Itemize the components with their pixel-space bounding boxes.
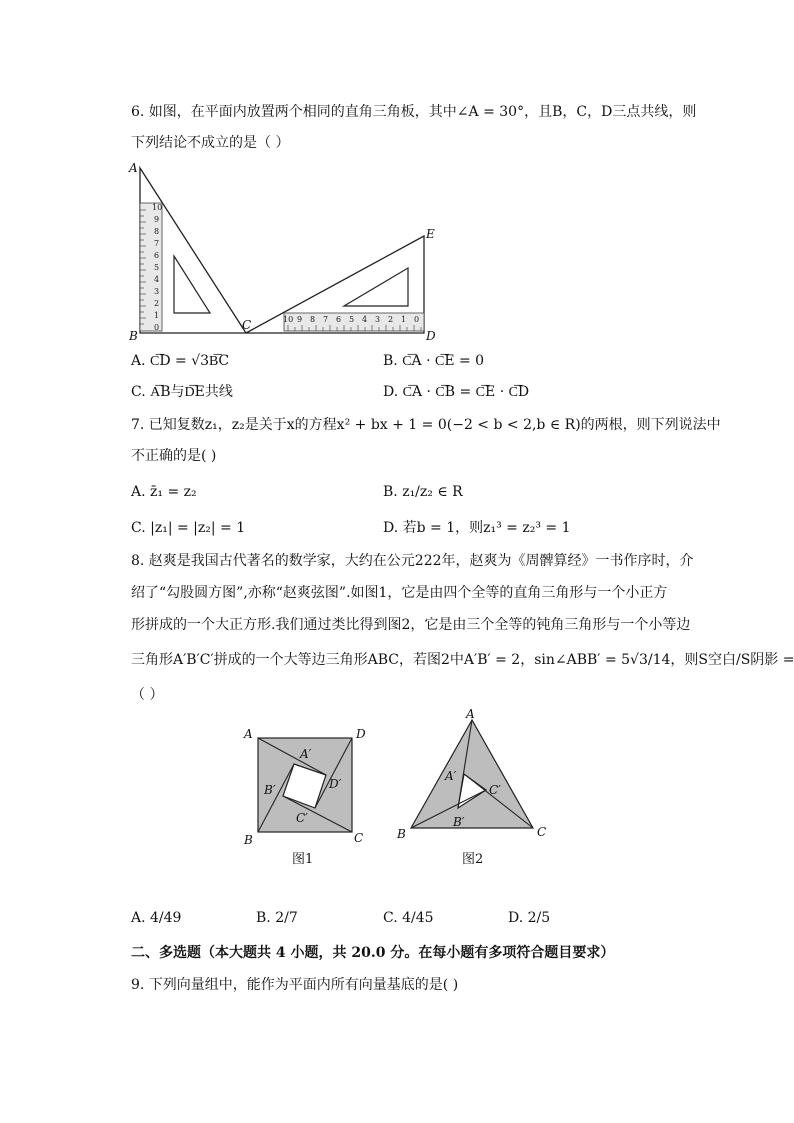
q6-ruler2-tick: 3 xyxy=(375,315,381,324)
q6-option-b[interactable]: B. C͞A · C͞E = 0 xyxy=(383,353,485,369)
q7-stem-line1: 7. 已知复数z₁，z₂是关于x的方程x² + bx + 1 = 0(−2 < b < 2,b ∈ R)的两根，则下列说法中 xyxy=(131,417,721,433)
q6-ruler1-tick: 10 xyxy=(152,203,163,212)
fig1-label-b1: B′ xyxy=(264,783,276,797)
q7-option-d[interactable]: D. 若b = 1，则z₁³ = z₂³ = 1 xyxy=(383,520,571,536)
fig2-label-b1: B′ xyxy=(453,815,465,829)
q6-label-c: C xyxy=(242,318,252,332)
q9-stem-line1: 9. 下列向量组中，能作为平面内所有向量基底的是( ) xyxy=(131,977,459,993)
q6-label-b: B xyxy=(129,329,138,343)
q8-option-d[interactable]: D. 2/5 xyxy=(508,910,551,926)
q6-ruler1-tick: 8 xyxy=(154,227,160,236)
q6-option-a[interactable]: A. C͞D = √3B͞C xyxy=(131,353,230,369)
q7-option-b[interactable]: B. z₁/z₂ ∈ R xyxy=(383,484,463,500)
fig2-label-a1: A′ xyxy=(445,769,457,783)
q6-ruler2-tick: 2 xyxy=(388,315,394,324)
fig1-label-d1: D′ xyxy=(329,777,342,791)
fig2-label-c1: C′ xyxy=(489,783,501,797)
q8-stem-line4: 三角形A′B′C′拼成的一个大等边三角形ABC，若图2中A′B′ = 2，sin∠ABB′ = 5√3/14，则S空白/S阴影 = xyxy=(131,652,794,668)
q6-ruler1-tick: 7 xyxy=(154,239,160,248)
fig1-label-a: A xyxy=(244,727,253,741)
q6-label-a: A xyxy=(129,161,138,175)
q8-stem-line2: 绍了“勾股圆方图”,亦称“赵爽弦图”.如图1，它是由四个全等的直角三角形与一个小正方 xyxy=(131,585,668,601)
q6-ruler1-tick: 5 xyxy=(154,263,160,272)
q8-option-a[interactable]: A. 4/49 xyxy=(131,910,182,926)
q6-ruler1-tick: 1 xyxy=(154,311,160,320)
q6-ruler1-tick: 9 xyxy=(154,215,160,224)
fig1-label-b: B xyxy=(244,833,253,847)
q6-ruler2-tick: 6 xyxy=(336,315,342,324)
q6-ruler2-tick: 9 xyxy=(297,315,303,324)
section-heading-multiple-choice: 二、多选题（本大题共 4 小题，共 20.0 分。在每小题有多项符合题目要求） xyxy=(131,945,615,961)
q6-ruler1-tick: 3 xyxy=(154,287,160,296)
q6-ruler1-tick: 2 xyxy=(154,299,160,308)
q6-ruler2-tick: 4 xyxy=(362,315,368,324)
q7-stem-line2: 不正确的是( ) xyxy=(131,448,217,464)
q8-stem-line5: （ ） xyxy=(131,687,164,703)
q6-stem-line1: 6. 如图，在平面内放置两个相同的直角三角板，其中∠A = 30°，且B，C，D三点共线，则 xyxy=(131,104,697,120)
q6-ruler2-tick: 10 xyxy=(283,315,294,324)
q6-figure-triangle-rulers xyxy=(126,158,446,344)
q6-label-e: E xyxy=(426,227,435,241)
fig2-label-b: B xyxy=(397,827,406,841)
q6-left-triangle-hole xyxy=(174,256,210,313)
q6-label-d: D xyxy=(426,329,436,343)
q8-figure-1 xyxy=(240,722,375,847)
q7-option-a[interactable]: A. z̄₁ = z₂ xyxy=(131,484,197,500)
fig2-label-c: C xyxy=(537,825,547,839)
q8-figure-2 xyxy=(395,708,555,843)
fig1-caption: 图1 xyxy=(292,852,314,867)
fig1-label-d: D xyxy=(356,727,366,741)
q7-option-c[interactable]: C. |z₁| = |z₂| = 1 xyxy=(131,520,246,536)
q8-option-c[interactable]: C. 4/45 xyxy=(383,910,434,926)
q6-ruler1-tick: 6 xyxy=(154,251,160,260)
q6-option-d[interactable]: D. C͞A · C͞B = C͞E · C͞D xyxy=(383,384,530,400)
q6-ruler1-tick: 0 xyxy=(154,323,160,332)
q6-ruler2-tick: 7 xyxy=(323,315,329,324)
fig1-label-c: C xyxy=(354,831,364,845)
fig1-label-a1: A′ xyxy=(300,747,312,761)
q6-option-c[interactable]: C. A͞B与D͞E共线 xyxy=(131,384,233,400)
fig2-label-a: A xyxy=(466,708,475,721)
fig1-label-c1: C′ xyxy=(296,811,308,825)
q6-ruler2-tick: 1 xyxy=(401,315,407,324)
q8-stem-line1: 8. 赵爽是我国古代著名的数学家，大约在公元222年，赵爽为《周髀算经》一书作序时，介 xyxy=(131,553,694,569)
q6-stem-line2: 下列结论不成立的是（ ） xyxy=(131,135,290,151)
q6-ruler2-tick: 5 xyxy=(349,315,355,324)
fig2-caption: 图2 xyxy=(462,852,484,867)
q6-ruler2-tick: 0 xyxy=(414,315,420,324)
q6-ruler2-tick: 8 xyxy=(310,315,316,324)
q8-option-b[interactable]: B. 2/7 xyxy=(256,910,298,926)
q6-ruler1-tick: 4 xyxy=(154,275,160,284)
q8-stem-line3: 形拼成的一个大正方形.我们通过类比得到图2，它是由三个全等的钝角三角形与一个小等边 xyxy=(131,617,691,633)
fig2-outer-triangle xyxy=(411,720,533,828)
